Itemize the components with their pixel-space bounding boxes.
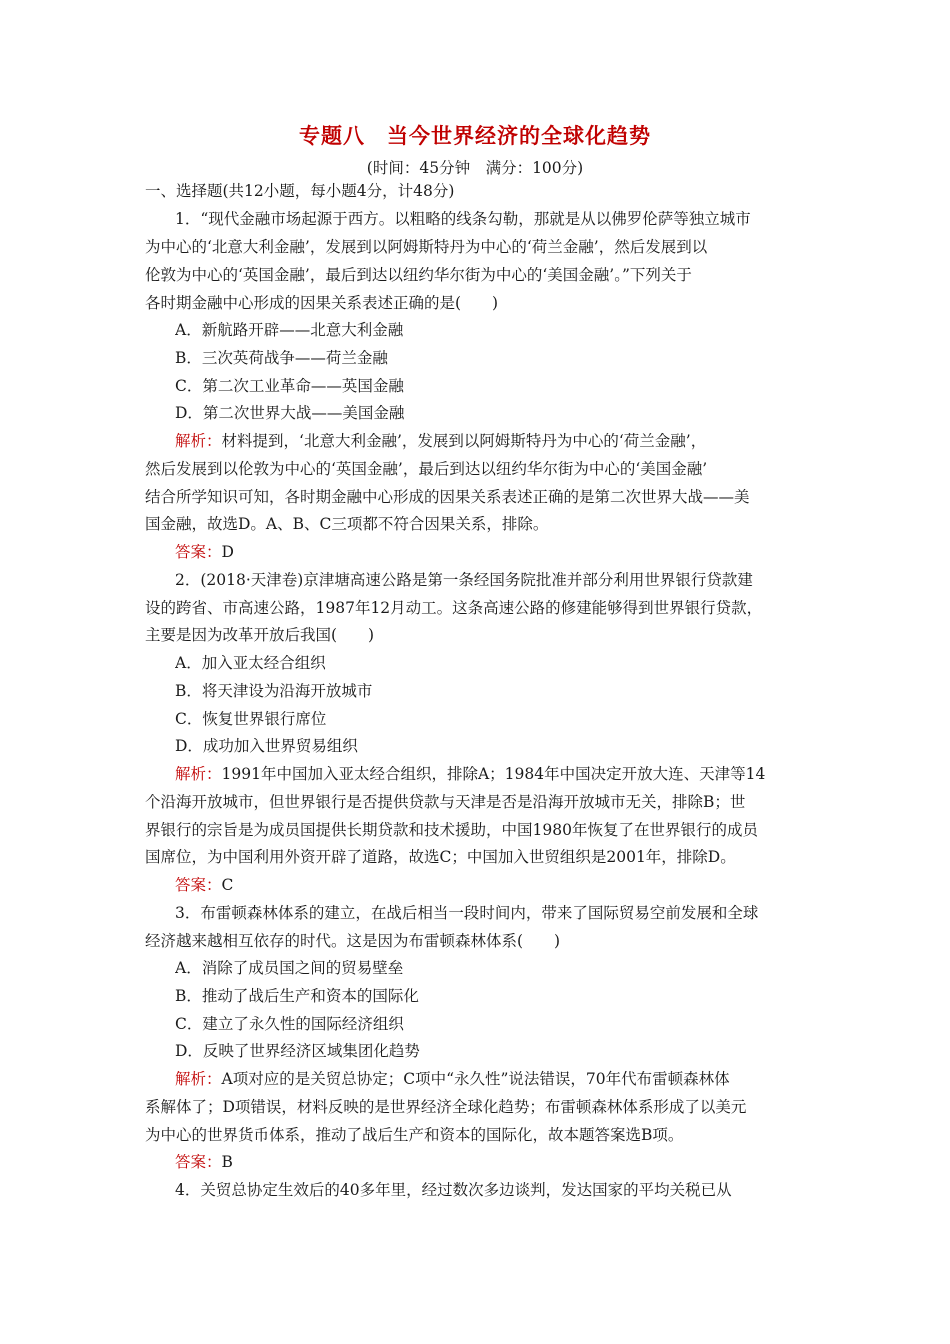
question-2-analysis: 界银行的宗旨是为成员国提供长期贷款和技术援助，中国1980年恢复了在世界银行的成员 (145, 821, 758, 839)
analysis-label: 解析： (175, 765, 222, 783)
page-title: 专题八 当今世界经济的全球化趋势 (299, 123, 651, 148)
question-1-text: 伦敦为中心的‘英国金融’，最后到达以纽约华尔街为中心的‘美国金融’。”下列关于 (145, 266, 692, 284)
answer-value: D (221, 543, 234, 561)
question-2-option-d: D．成功加入世界贸易组织 (175, 737, 358, 755)
question-1-analysis: 结合所学知识可知，各时期金融中心形成的因果关系表述正确的是第二次世界大战——美 (145, 488, 750, 506)
answer-value: C (221, 876, 234, 894)
question-3-analysis: 为中心的世界货币体系，推动了战后生产和资本的国际化，故本题答案选B项。 (145, 1126, 684, 1144)
analysis-text: 1991年中国加入亚太经合组织，排除A；1984年中国决定开放大连、天津等14 (221, 765, 766, 783)
exam-time-info: (时间：45分钟 满分：100分) (366, 159, 584, 177)
question-1-analysis: 然后发展到以伦敦为中心的‘英国金融’，最后到达以纽约华尔街为中心的‘美国金融’ (145, 460, 708, 478)
question-1-analysis (175, 431, 815, 451)
question-3-analysis: 系解体了；D项错误，材料反映的是世界经济全球化趋势；布雷顿森林体系形成了以美元 (145, 1098, 747, 1116)
answer-label: 答案： (175, 1153, 222, 1171)
question-3-answer (175, 1152, 815, 1172)
analysis-label: 解析： (175, 1070, 222, 1088)
question-2-option-a: A．加入亚太经合组织 (175, 654, 326, 672)
question-3-option-c: C．建立了永久性的国际经济组织 (175, 1015, 404, 1033)
analysis-label: 解析： (175, 432, 222, 450)
section-heading: 一、选择题(共12小题，每小题4分，计48分) (145, 182, 455, 200)
question-1-option-c: C．第二次工业革命——英国金融 (175, 377, 404, 395)
question-3-option-d: D．反映了世界经济区域集团化趋势 (175, 1042, 420, 1060)
question-2-option-c: C．恢复世界银行席位 (175, 710, 327, 728)
question-4-text: 4．关贸总协定生效后的40多年里，经过数次多边谈判，发达国家的平均关税已从 (175, 1181, 732, 1199)
question-3-text: 3．布雷顿森林体系的建立，在战后相当一段时间内，带来了国际贸易空前发展和全球 (175, 904, 759, 922)
question-1-answer (175, 542, 815, 562)
question-2-option-b: B．将天津设为沿海开放城市 (175, 682, 373, 700)
answer-label: 答案： (175, 543, 222, 561)
question-2-text: 2．(2018·天津卷)京津塘高速公路是第一条经国务院批准并部分利用世界银行贷款建 (175, 571, 753, 589)
question-3-option-b: B．推动了战后生产和资本的国际化 (175, 987, 419, 1005)
question-1-analysis: 国金融，故选D。A、B、C三项都不符合因果关系，排除。 (145, 515, 549, 533)
question-2-analysis (175, 764, 815, 784)
question-1-option-a: A．新航路开辟——北意大利金融 (175, 321, 404, 339)
question-1-option-d: D．第二次世界大战——美国金融 (175, 404, 405, 422)
question-1-text: 各时期金融中心形成的因果关系表述正确的是( ) (145, 294, 499, 312)
analysis-text: A项对应的是关贸总协定；C项中“永久性”说法错误，70年代布雷顿森林体 (221, 1070, 730, 1088)
question-2-analysis: 个沿海开放城市，但世界银行是否提供贷款与天津是否是沿海开放城市无关，排除B；世 (145, 793, 746, 811)
question-1-text: 1．“现代金融市场起源于西方。以粗略的线条勾勒，那就是从以佛罗伦萨等独立城市 (175, 210, 751, 228)
question-3-analysis (175, 1069, 815, 1089)
question-2-answer (175, 875, 815, 895)
answer-label: 答案： (175, 876, 222, 894)
question-2-analysis: 国席位，为中国利用外资开辟了道路，故选C；中国加入世贸组织是2001年，排除D。 (145, 848, 736, 866)
question-2-text: 设的跨省、市高速公路，1987年12月动工。这条高速公路的修建能够得到世界银行贷款， (145, 599, 763, 617)
question-1-text: 为中心的‘北意大利金融’，发展到以阿姆斯特丹为中心的‘荷兰金融’，然后发展到以 (145, 238, 708, 256)
question-3-option-a: A．消除了成员国之间的贸易壁垒 (175, 959, 404, 977)
question-2-text: 主要是因为改革开放后我国( ) (145, 626, 375, 644)
analysis-text: 材料提到，‘北意大利金融’，发展到以阿姆斯特丹为中心的‘荷兰金融’， (221, 432, 707, 450)
question-1-option-b: B．三次英荷战争——荷兰金融 (175, 349, 388, 367)
question-3-text: 经济越来越相互依存的时代。这是因为布雷顿森林体系( ) (145, 932, 561, 950)
answer-value: B (221, 1153, 233, 1171)
